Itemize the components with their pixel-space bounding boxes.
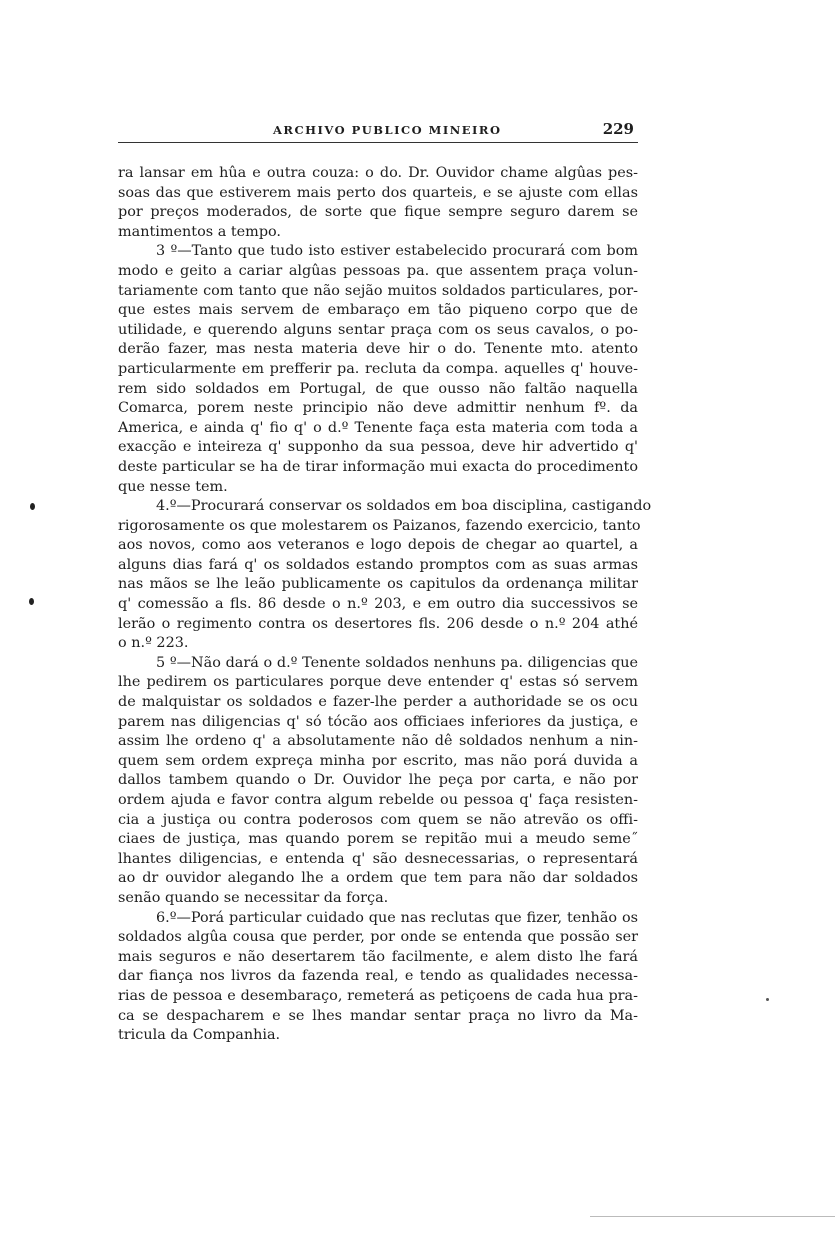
text-line: deste particular se ha de tirar informação mui exacta do procedimento: [118, 458, 638, 475]
header-rule: [118, 142, 638, 143]
text-line: America, e ainda q' fio q' o d.º Tenente faça esta materia com toda a: [118, 419, 638, 436]
text-line: rem sido soldados em Portugal, de que ousso não faltão naquella: [118, 380, 638, 397]
text-line: que estes mais servem de embaraço em tão piqueno corpo que de: [118, 302, 638, 319]
text-line: mais seguros e não desertarem tão facilmente, e alem disto lhe fará: [118, 948, 638, 965]
text-line: 3 º—Tanto que tudo isto estiver estabelecido procurará com bom: [156, 243, 638, 260]
paragraph-3: [118, 497, 652, 654]
body-text: [118, 164, 652, 1046]
text-line: soldados algûa cousa que perder, por onde se entenda que possão ser: [118, 929, 638, 946]
text-line: tricula da Companhia.: [118, 1027, 281, 1044]
margin-mark: [30, 503, 35, 510]
text-line: dallos tambem quando o Dr. Ouvidor lhe peça por carta, e não por: [118, 772, 638, 789]
text-line: derão fazer, mas nesta materia deve hir o do. Tenente mto. atento: [118, 341, 638, 358]
text-line: cia a justiça ou contra poderosos com quem se não atrevão os offi-: [118, 811, 638, 828]
text-line: 4.º—Procurará conservar os soldados em boa disciplina, castigando: [156, 498, 652, 515]
text-line: ra lansar em hûa e outra couza: o do. Dr. Ouvidor chame algûas pes-: [118, 165, 638, 181]
paragraph-2: [118, 242, 638, 497]
text-line: que nesse tem.: [118, 478, 228, 495]
text-line: parem nas diligencias q' só tócão aos officiaes inferiores da justiça, e: [118, 713, 638, 730]
text-line: q' comessão a fls. 86 desde o n.º 203, e em outro dia successivos se: [118, 596, 638, 613]
text-line: mantimentos a tempo.: [118, 223, 282, 240]
text-line: nas mãos se lhe leão publicamente os capitulos da ordenança militar: [118, 576, 638, 593]
speck-mark: [766, 998, 769, 1001]
text-line: Comarca, porem neste principio não deve admittir nenhum fº. da: [118, 400, 638, 417]
text-line: aos novos, como aos veteranos e logo depois de chegar ao quartel, a: [118, 537, 638, 554]
text-line: ao dr ouvidor alegando lhe a ordem que tem para não dar soldados: [118, 870, 638, 887]
paragraph-1: [118, 164, 638, 242]
text-line: lhe pedirem os particulares porque deve entender q' estas só servem: [118, 674, 638, 691]
text-line: modo e geito a cariar algûas pessoas pa. que assentem praça volun-: [118, 262, 638, 279]
text-line: particularmente em prefferir pa. recluta da compa. aquelles q' houve-: [118, 360, 638, 377]
text-line: senão quando se necessitar da força.: [118, 889, 389, 906]
text-line: rigorosamente os que molestarem os Paizanos, fazendo exercicio, tanto: [118, 517, 641, 534]
paragraph-4: [118, 654, 638, 909]
text-line: alguns dias fará q' os soldados estando promptos com as suas armas: [118, 556, 638, 573]
text-line: ordem ajuda e favor contra algum rebelde ou pessoa q' faça resisten-: [118, 792, 638, 808]
paragraph-5: [118, 909, 638, 1046]
text-line: 5 º—Não dará o d.º Tenente soldados nenhuns pa. diligencias que: [156, 654, 638, 671]
text-line: ca se despacharem e se lhes mandar sentar praça no livro da Ma-: [118, 1007, 638, 1024]
bottom-edge-rule: [590, 1216, 835, 1217]
text-line: ciaes de justiça, mas quando porem se repitão mui a meudo seme˝: [118, 831, 638, 848]
text-line: de malquistar os soldados e fazer-lhe perder a authoridade se os ocu: [118, 694, 638, 711]
text-line: lerão o regimento contra os desertores fls. 206 desde o n.º 204 athé: [118, 615, 638, 632]
text-line: rias de pessoa e desembaraço, remeterá as petiçoens de cada hua pra-: [118, 987, 638, 1004]
text-line: lhantes diligencias, e entenda q' são desnecessarias, o representará: [118, 850, 638, 867]
running-head-title: ARCHIVO PUBLICO MINEIRO: [273, 123, 502, 137]
text-line: por preços moderados, de sorte que fique sempre seguro darem se: [118, 204, 638, 221]
text-line: soas das que estiverem mais perto dos quarteis, e se ajuste com ellas: [118, 184, 638, 201]
text-line: utilidade, e querendo alguns sentar praça com os seus cavalos, o po-: [118, 321, 638, 338]
margin-mark: [29, 598, 34, 605]
page-number: 229: [602, 120, 634, 138]
text-line: assim lhe ordeno q' a absolutamente não dê soldados nenhum a nin-: [118, 733, 638, 750]
text-line: quem sem ordem expreça minha por escrito, mas não porá duvida a: [118, 752, 638, 769]
text-line: o n.º 223.: [118, 635, 189, 652]
text-line: dar fiança nos livros da fazenda real, e tendo as qualidades necessa-: [118, 968, 638, 985]
page-header: [118, 120, 638, 144]
text-line: exacção e inteireza q' supponho da sua pessoa, deve hir advertido q': [118, 439, 638, 456]
text-line: tariamente com tanto que não sejão muitos soldados particulares, por-: [118, 282, 638, 299]
text-line: 6.º—Porá particular cuidado que nas reclutas que fizer, tenhão os: [156, 909, 638, 926]
